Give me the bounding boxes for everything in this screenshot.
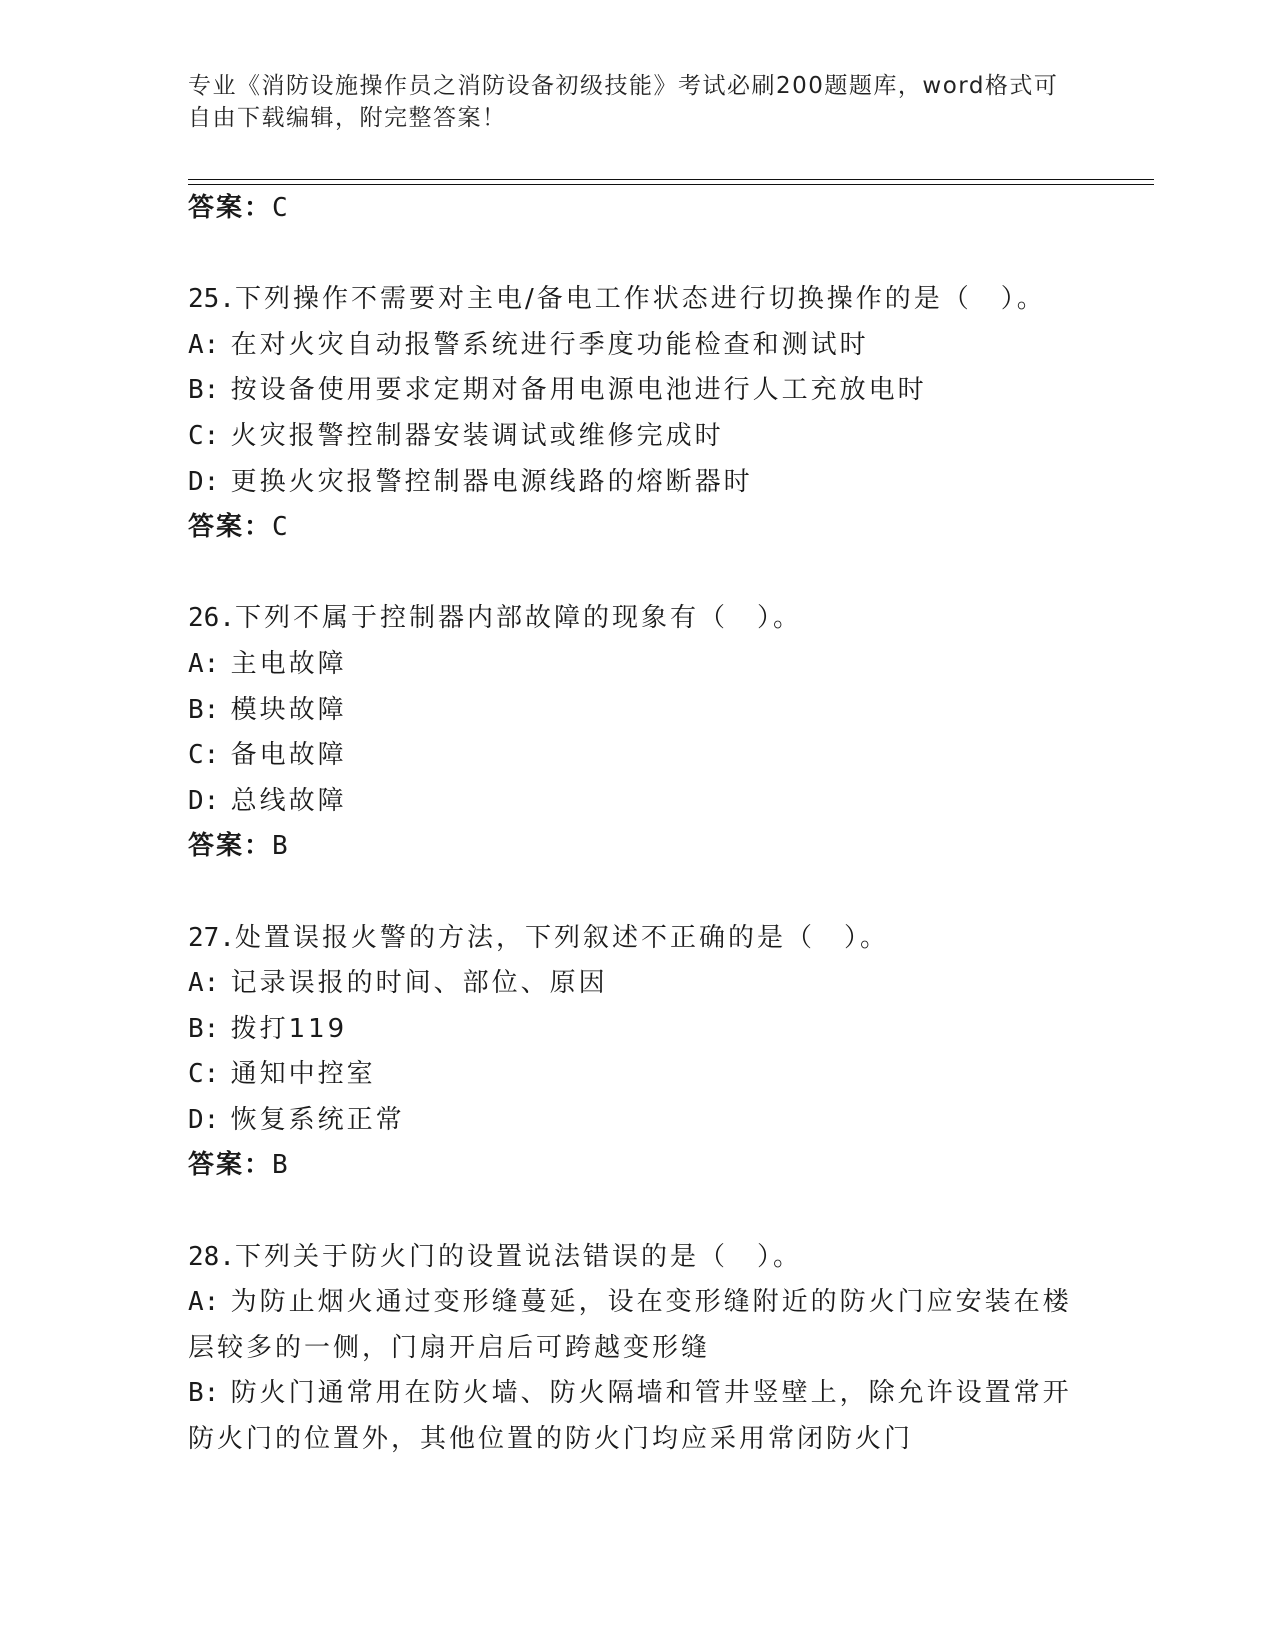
answer-label: 答案：: [188, 193, 273, 223]
option-d: [188, 779, 1088, 825]
option-key: B:: [188, 375, 220, 406]
question-text: 处置误报火警的方法，下列叙述不正确的是（ ）。: [234, 922, 889, 953]
option-key: A:: [188, 1287, 220, 1318]
answer-line: [188, 505, 1088, 551]
question-number: 25.: [188, 284, 235, 315]
option-c: [188, 414, 1088, 460]
option-key: A:: [188, 648, 220, 679]
option-key: D:: [188, 1104, 220, 1135]
answer-line: [188, 1143, 1088, 1189]
option-key: A:: [188, 329, 220, 360]
answer-line: [188, 186, 1088, 232]
question-number: 27.: [188, 922, 235, 953]
option-b: [188, 368, 1088, 414]
option-key: C:: [188, 740, 220, 771]
option-text: 恢复系统正常: [230, 1104, 405, 1135]
answer-value: C: [272, 512, 290, 543]
answer-label: 答案：: [188, 831, 273, 862]
option-text: 火灾报警控制器安装调试或维修完成时: [230, 420, 724, 451]
option-text: 记录误报的时间、部位、原因: [230, 968, 608, 999]
question-block: [188, 916, 1088, 1190]
answer-value: B: [272, 831, 290, 862]
spacer: [188, 232, 1088, 278]
spacer: [188, 870, 1088, 916]
option-c: [188, 733, 1088, 779]
option-b-continued: 防火门的位置外，其他位置的防火门均应采用常闭防火门: [188, 1424, 914, 1455]
option-b: [188, 1007, 1088, 1053]
option-text: 按设备使用要求定期对备用电源电池进行人工充放电时: [230, 375, 927, 406]
question-text: 下列操作不需要对主电/备电工作状态进行切换操作的是（ ）。: [234, 284, 1046, 315]
option-text: 总线故障: [230, 785, 347, 816]
option-key: D:: [188, 785, 220, 816]
document-body: [188, 186, 1088, 1463]
question-block: [188, 277, 1088, 551]
answer-label: 答案：: [188, 1150, 273, 1181]
header-line-1: 专业《消防设施操作员之消防设备初级技能》考试必刷200题题库，word格式可: [188, 73, 1059, 99]
option-text: 拨打119: [230, 1013, 348, 1044]
option-text: 主电故障: [230, 648, 347, 679]
header-rule-bottom: [188, 184, 1154, 185]
option-text: 通知中控室: [230, 1059, 376, 1090]
option-key: C:: [188, 1059, 220, 1090]
option-key: D:: [188, 466, 220, 497]
header-rule-top: [188, 179, 1154, 180]
option-a: [188, 1280, 1088, 1326]
question-block: [188, 1235, 1088, 1463]
option-a-continued: 层较多的一侧，门扇开启后可跨越变形缝: [188, 1332, 711, 1363]
question-stem: [188, 596, 1088, 642]
option-key: B:: [188, 1378, 220, 1409]
option-c: [188, 1052, 1088, 1098]
question-text: 下列不属于控制器内部故障的现象有（ ）。: [234, 603, 802, 634]
option-key: C:: [188, 420, 220, 451]
option-text-line-1: 防火门通常用在防火墙、防火隔墙和管井竖壁上，除允许设置常开: [230, 1378, 1072, 1409]
spacer: [188, 551, 1088, 597]
option-b: [188, 1371, 1088, 1417]
option-text: 更换火灾报警控制器电源线路的熔断器时: [230, 466, 753, 497]
option-key: B:: [188, 694, 220, 725]
question-stem: [188, 1235, 1088, 1281]
question-text: 下列关于防火门的设置说法错误的是（ ）。: [234, 1241, 802, 1272]
question-block: [188, 596, 1088, 870]
option-text: 在对火灾自动报警系统进行季度功能检查和测试时: [230, 329, 869, 360]
option-text-line-1: 为防止烟火通过变形缝蔓延，设在变形缝附近的防火门应安装在楼: [230, 1287, 1072, 1318]
question-number: 28.: [188, 1241, 235, 1272]
answer-label: 答案：: [188, 512, 273, 543]
option-a: [188, 961, 1088, 1007]
option-a: [188, 323, 1088, 369]
header-line-2: 自由下载编辑，附完整答案！: [188, 105, 507, 131]
answer-line: [188, 824, 1088, 870]
question-stem: [188, 916, 1088, 962]
answer-value: B: [272, 1150, 290, 1181]
question-stem: [188, 277, 1088, 323]
option-a: [188, 642, 1088, 688]
option-text: 备电故障: [230, 740, 347, 771]
option-key: B:: [188, 1013, 220, 1044]
question-number: 26.: [188, 603, 235, 634]
answer-value: C: [272, 193, 290, 223]
option-d: [188, 460, 1088, 506]
option-d: [188, 1098, 1088, 1144]
document-header: [188, 70, 1068, 134]
option-key: A:: [188, 968, 220, 999]
option-b: [188, 688, 1088, 734]
spacer: [188, 1189, 1088, 1235]
option-text: 模块故障: [230, 694, 347, 725]
